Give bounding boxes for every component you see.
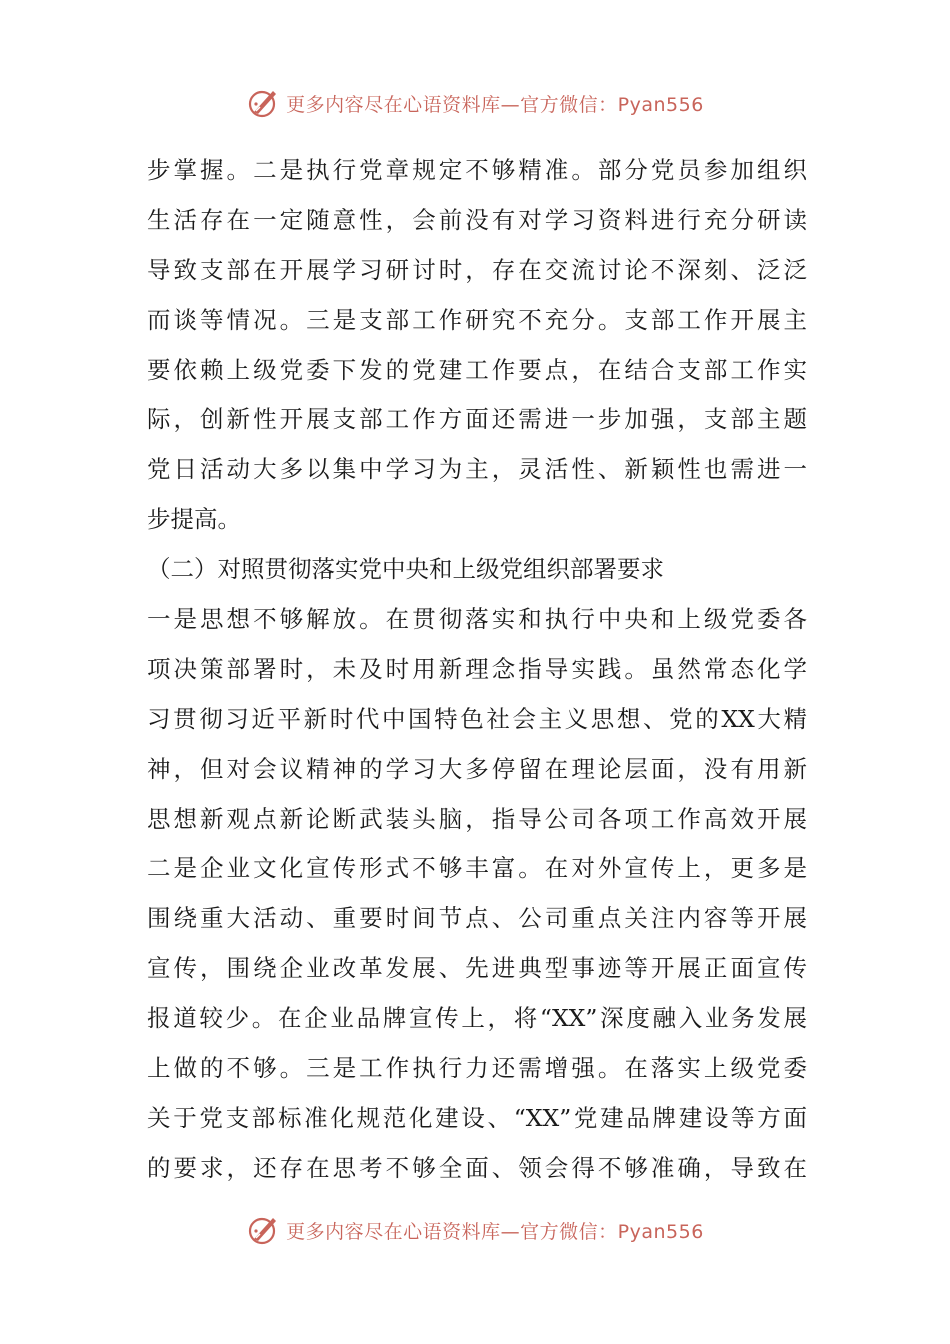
body-line: 项决策部署时，未及时用新理念指导实践。虽然常态化学	[147, 654, 807, 683]
body-line: 二是企业文化宣传形式不够丰富。在对外宣传上，更多是	[147, 854, 807, 883]
banner-text: 更多内容尽在心语资料库—官方微信：Pyan556	[286, 93, 704, 116]
body-line: 习贯彻习近平新时代中国特色社会主义思想、党的XX大精	[147, 704, 807, 733]
body-line: 思想新观点新论断武装头脑，指导公司各项工作高效开展	[147, 804, 807, 833]
body-line: 步提高。	[147, 505, 241, 534]
body-line: 上做的不够。三是工作执行力还需增强。在落实上级党委	[147, 1054, 807, 1083]
banner-text: 更多内容尽在心语资料库—官方微信：Pyan556	[286, 1220, 704, 1243]
body-line: 神，但对会议精神的学习大多停留在理论层面，没有用新	[147, 754, 807, 783]
document-body	[147, 146, 807, 1194]
quill-pen-icon	[246, 1212, 282, 1248]
body-line: 际，创新性开展支部工作方面还需进一步加强，支部主题	[147, 405, 807, 434]
body-line: 党日活动大多以集中学习为主，灵活性、新颖性也需进一	[147, 455, 807, 484]
body-line: 的要求，还存在思考不够全面、领会得不够准确，导致在	[147, 1153, 807, 1182]
body-line: 导致支部在开展学习研讨时，存在交流讨论不深刻、泛泛	[147, 255, 807, 284]
quill-pen-icon	[246, 85, 282, 121]
body-line: 生活存在一定随意性，会前没有对学习资料进行充分研读	[147, 205, 807, 234]
body-line: 一是思想不够解放。在贯彻落实和执行中央和上级党委各	[147, 605, 807, 634]
body-line: 宣传，围绕企业改革发展、先进典型事迹等开展正面宣传	[147, 954, 807, 983]
body-line: 关于党支部标准化规范化建设、“XX”党建品牌建设等方面	[147, 1103, 807, 1132]
body-line: 围绕重大活动、重要时间节点、公司重点关注内容等开展	[147, 904, 807, 933]
body-line: 要依赖上级党委下发的党建工作要点，在结合支部工作实	[147, 355, 807, 384]
body-line: 而谈等情况。三是支部工作研究不充分。支部工作开展主	[147, 305, 807, 334]
section-heading: （二）对照贯彻落实党中央和上级党组织部署要求	[147, 555, 664, 584]
header-watermark-banner	[0, 83, 950, 123]
footer-watermark-banner	[0, 1210, 950, 1250]
body-line: 步掌握。二是执行党章规定不够精准。部分党员参加组织	[147, 156, 807, 184]
body-line: 报道较少。在企业品牌宣传上，将“XX”深度融入业务发展	[147, 1004, 807, 1033]
